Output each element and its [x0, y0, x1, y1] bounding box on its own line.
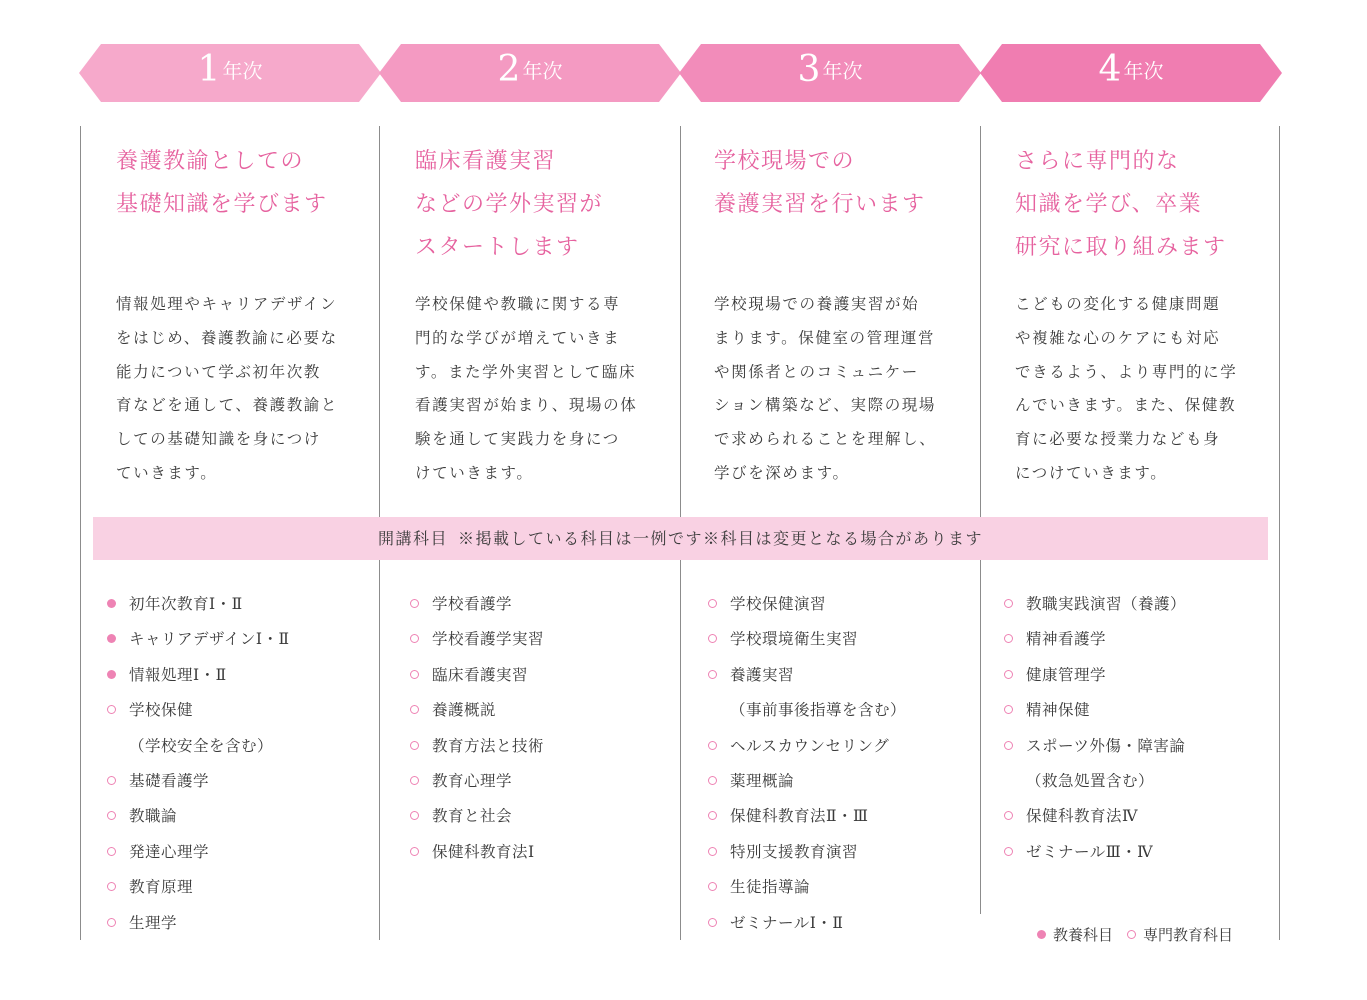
hollow-dot-icon: [410, 634, 419, 643]
course-item: [410, 587, 544, 622]
course-item: [708, 870, 906, 905]
hollow-dot-icon: [107, 705, 116, 714]
legend: [1037, 924, 1247, 946]
hollow-dot-icon: [410, 776, 419, 785]
hollow-dot-icon: [410, 705, 419, 714]
hollow-dot-icon: [708, 847, 717, 856]
legend-item-general: 教養科目: [1037, 924, 1113, 946]
course-label: 学校看護学: [432, 595, 513, 613]
year-banner-1: [79, 44, 381, 102]
year-suffix: 年次: [222, 59, 263, 83]
year-1-description: 情報処理やキャリアデザイン をはじめ、養護教諭に必要な 能力について学ぶ初年次教 育などを通して、養護教諭と しての基礎知識を身につけ ていきます。: [116, 295, 338, 482]
year-4-course-list: [1004, 587, 1186, 870]
year-2-description: 学校保健や教職に関する専 門的な学びが増えていきま す。また学外実習として臨床 看護実習が始まり、現場の体 験を通して実践力を身につ けていきます。: [415, 295, 638, 482]
course-item: [1004, 799, 1186, 834]
course-label: 保健科教育法Ⅳ: [1026, 807, 1138, 826]
year-2-heading: 臨床看護実習 などの学外実習が スタートします: [415, 149, 604, 260]
course-label: ヘルスカウンセリング: [730, 736, 890, 755]
course-item: [107, 870, 290, 905]
course-item: [1004, 764, 1186, 799]
courses-band-title: 開講科目: [377, 529, 448, 548]
hollow-dot-icon: [107, 811, 116, 820]
course-label: スポーツ外傷・障害論: [1026, 736, 1186, 755]
year-suffix: 年次: [522, 59, 563, 83]
hollow-dot-icon: [410, 847, 419, 856]
course-label: 学校環境衛生実習: [730, 630, 859, 649]
course-label: 精神保健: [1026, 701, 1091, 720]
course-item: [1004, 658, 1186, 693]
year-3-heading: 学校現場での 養護実習を行います: [714, 149, 926, 217]
filled-dot-icon: [107, 670, 116, 679]
filled-dot-icon: [107, 599, 116, 608]
hollow-dot-icon: [107, 882, 116, 891]
year-number: 4: [1098, 49, 1122, 90]
course-item: [410, 799, 544, 834]
course-label: 教育原理: [129, 878, 194, 897]
course-item: [410, 835, 544, 870]
course-item: [107, 799, 290, 834]
year-4-description: こどもの変化する健康問題 や複雑な心のケアにも対応 できるよう、より専門的に学 んでいきます。また、保健教 育に必要な授業力なども身 につけていきます。: [1015, 295, 1238, 482]
year-4-heading: さらに専門的な 知識を学び、卒業 研究に取り組みます: [1015, 149, 1227, 260]
year-1-course-list: [107, 587, 290, 941]
hollow-dot-icon: [708, 741, 717, 750]
course-label: 学校看護学実習: [432, 630, 545, 649]
course-item: [107, 906, 290, 941]
hollow-dot-icon: [410, 811, 419, 820]
hollow-dot-icon: [410, 670, 419, 679]
course-item: [410, 729, 544, 764]
course-item: [1004, 693, 1186, 728]
course-label: （救急処置含む）: [1026, 771, 1155, 790]
year-banner-2: [379, 44, 681, 102]
course-label: 教育方法と技術: [432, 736, 545, 755]
hollow-dot-icon: [708, 670, 717, 679]
course-item: [708, 729, 906, 764]
course-item: [107, 622, 290, 657]
course-item: [708, 622, 906, 657]
course-item: [107, 587, 290, 622]
year-number: 2: [497, 49, 521, 90]
course-item: [708, 799, 906, 834]
hollow-dot-icon: [107, 918, 116, 927]
course-item: [107, 658, 290, 693]
course-item: [1004, 587, 1186, 622]
course-item: [107, 764, 290, 799]
course-label: ゼミナールⅠ・Ⅱ: [730, 913, 844, 932]
courses-band: [93, 517, 1268, 560]
year-3-description: 学校現場での養護実習が始 まります。保健室の管理運営 や関係者とのコミュニケー ション構築など、実際の現場 で求められることを理解し、 学びを深めます。: [714, 295, 937, 482]
course-label: 保健科教育法Ⅱ・Ⅲ: [730, 807, 869, 826]
course-label: 初年次教育Ⅰ・Ⅱ: [129, 595, 243, 613]
course-label: 基礎看護学: [129, 771, 210, 790]
course-item: [107, 729, 290, 764]
course-label: 保健科教育法Ⅰ: [432, 842, 535, 861]
hollow-dot-icon: [1004, 741, 1013, 750]
divider-line: [1279, 126, 1280, 940]
year-number: 3: [797, 49, 821, 90]
hollow-dot-icon: [410, 741, 419, 750]
course-label: キャリアデザインⅠ・Ⅱ: [129, 630, 290, 649]
course-item: [708, 693, 906, 728]
course-item: [708, 764, 906, 799]
year-2-course-list: [410, 587, 544, 870]
course-item: [410, 622, 544, 657]
hollow-dot-icon: [708, 918, 717, 927]
year-suffix: 年次: [822, 59, 863, 83]
course-label: 養護実習: [730, 665, 795, 684]
hollow-dot-icon: [410, 599, 419, 608]
courses-band-note: ※掲載している科目は一例です※科目は変更となる場合があります: [458, 529, 984, 548]
hollow-dot-icon: [708, 882, 717, 891]
hollow-dot-icon: [1004, 634, 1013, 643]
course-label: 教育と社会: [432, 807, 513, 826]
course-item: [1004, 622, 1186, 657]
hollow-dot-icon: [1127, 930, 1136, 939]
course-label: 生徒指導論: [730, 878, 811, 897]
hollow-dot-icon: [708, 634, 717, 643]
course-label: 臨床看護実習: [432, 665, 529, 684]
filled-dot-icon: [1037, 930, 1046, 939]
course-label: 健康管理学: [1026, 665, 1107, 684]
hollow-dot-icon: [1004, 847, 1013, 856]
course-label: 精神看護学: [1026, 630, 1107, 649]
course-item: [107, 693, 290, 728]
course-item: [410, 764, 544, 799]
course-label: 情報処理Ⅰ・Ⅱ: [129, 665, 227, 684]
year-banner-4: [980, 44, 1282, 102]
course-item: [410, 658, 544, 693]
year-1-heading: 養護教諭としての 基礎知識を学びます: [116, 149, 328, 217]
course-item: [708, 587, 906, 622]
legend-item-special: 専門教育科目: [1127, 924, 1233, 946]
course-label: 特別支援教育演習: [730, 842, 859, 861]
course-label: （事前事後指導を含む）: [730, 701, 907, 720]
course-label: 教職実践演習（養護）: [1026, 595, 1187, 613]
course-label: ゼミナールⅢ・Ⅳ: [1026, 842, 1154, 861]
hollow-dot-icon: [107, 847, 116, 856]
hollow-dot-icon: [1004, 811, 1013, 820]
course-label: 養護概説: [432, 701, 497, 720]
course-label: 教育心理学: [432, 771, 513, 790]
course-label: 薬理概論: [730, 771, 795, 790]
hollow-dot-icon: [1004, 599, 1013, 608]
hollow-dot-icon: [708, 776, 717, 785]
year-suffix: 年次: [1123, 59, 1164, 83]
divider-line: [80, 126, 81, 940]
hollow-dot-icon: [708, 599, 717, 608]
course-label: 発達心理学: [129, 842, 210, 861]
course-label: 教職論: [129, 807, 178, 826]
hollow-dot-icon: [1004, 705, 1013, 714]
year-banner-3: [679, 44, 981, 102]
course-item: [410, 693, 544, 728]
filled-dot-icon: [107, 634, 116, 643]
course-item: [1004, 729, 1186, 764]
course-item: [1004, 835, 1186, 870]
hollow-dot-icon: [1004, 670, 1013, 679]
course-label: 学校保健演習: [730, 595, 827, 613]
course-item: [708, 835, 906, 870]
course-label: （学校安全を含む）: [129, 736, 274, 755]
year-3-course-list: [708, 587, 906, 941]
course-item: [708, 906, 906, 941]
course-item: [107, 835, 290, 870]
hollow-dot-icon: [107, 776, 116, 785]
course-label: 学校保健: [129, 701, 194, 720]
course-item: [708, 658, 906, 693]
hollow-dot-icon: [708, 811, 717, 820]
year-number: 1: [197, 49, 221, 90]
course-label: 生理学: [129, 913, 178, 932]
